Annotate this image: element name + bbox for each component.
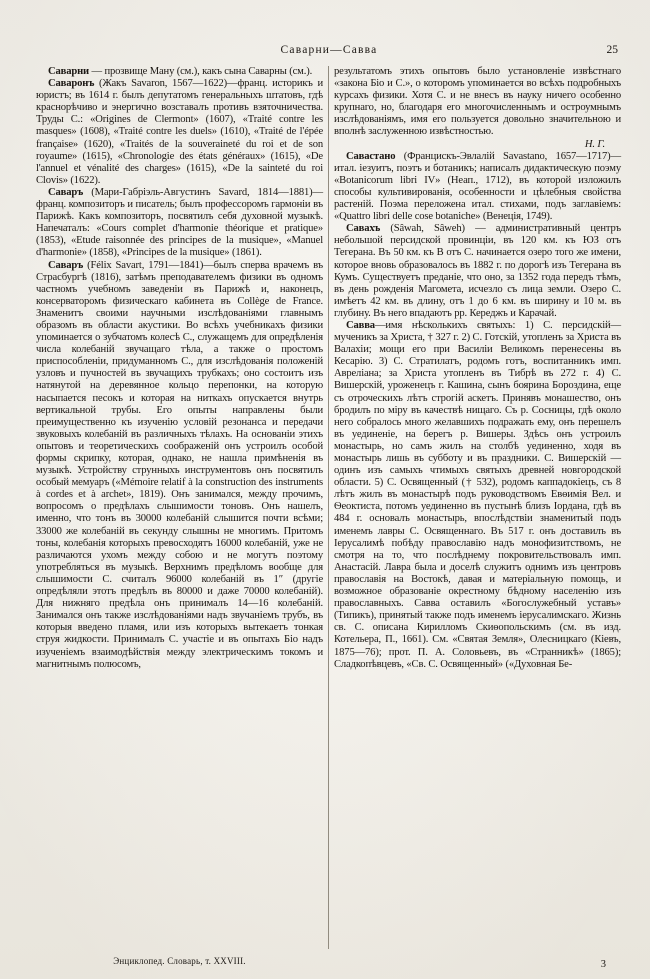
author-signature: Н. Г. (584, 138, 605, 150)
entry-headword: Саваръ (48, 186, 84, 198)
page-header (36, 44, 622, 60)
entry-text: —имя нѣсколькихъ святыхъ: 1) С. персидскій—мученикъ за Христа, † 327 г. 2) С. Готскій, утопленъ за Христа въ Валахіи; мощи его при Василіи Великомъ перенесены въ Кесарію. 3) С. Стратилатъ, родомъ готъ, воспитанникъ имп. Авреліана; за Христа утопленъ въ Тибрѣ въ 272 г. 4) С. Вишерскій, уроженецъ г. Кашина, сынъ боярина Бороздина, еще съ отроческихъ лѣтъ строгій аскетъ. Принявъ монашество, онъ бродилъ по міру въ качествѣ нищаго. Съ р. Сосницы, гдѣ около него собралось много желавшихъ подражать ему, онъ перешелъ въ уединеніе, на берегъ р. Вишеры. Здѣсь онъ устроилъ монастырь, но самъ жилъ на столбѣ уединенно, ходя въ монастырь лишь въ субботу и въ праздники. С. Вишерскій — одинъ изъ самыхъ чтимыхъ святыхъ древней новгородской области. 5) С. Освященный († 532), родомъ каппадокіецъ, съ 8 лѣтъ жилъ въ монастырѣ подъ руководствомъ Евѳимія Вел. и Ѳеоктиста, потомъ уединенно въ пустынѣ близъ Іордана, гдѣ въ 484 г. основалъ монастырь, впослѣдствіи знаменитый подъ именемъ лавры С. Освященнаго. Въ 517 г. онъ доставилъ въ Іерусалимѣ побѣду православію надъ монофизитствомъ, не смотря на то, что послѣднему покровительствовалъ имп. Анастасій. Лавра была и доселѣ служитъ однимъ изъ центровъ православія на Востокѣ, давая и матеріальную помощь, и возможное образованіе окрестному бѣдному населенію изъ православныхъ. Савва оставилъ «Богослужебный уставъ» (Типикъ), принятый также подъ именемъ іерусалимскаго. Жизнь св. С. описана Кирилломъ Скиѳопольскимъ (см. въ изд. Котельера, П., 1661). См. «Святая Земля», Олесницкаго (Кіевъ, 1875—76); прот. П. А. Соловьевъ, въ «Странникѣ» (1865); Сладкопѣвцевъ, «Св. С. Освященный» («Духовная Бе- (334, 319, 621, 670)
entry-text: (Мари-Габріэль-Августинъ Savard, 1814—1881)—франц. композиторъ и писатель; былъ профессоромъ гармоніи въ Парижѣ. Какъ композиторъ, посвятилъ себя духовной музыкѣ. Напечаталъ: «Cours complet d'harmonie théorique et pratique» (1853), «Etude raisonnée des principes de la musique», «Manuel d'harmonie» (1858), «Principes de la musique» (1861). (36, 186, 323, 259)
entry-headword: Саварни (48, 66, 90, 77)
entry-savah (334, 223, 621, 320)
right-column (334, 66, 621, 949)
running-title: Саварни—Савва (280, 44, 378, 56)
entry-text: — прозвище Ману (см.), какъ сына Саварны (см.). (89, 66, 313, 77)
page-number: 25 (606, 44, 618, 56)
entry-savarni (36, 66, 323, 78)
volume-imprint: Энциклопед. Словарь, т. XXVIII. (113, 956, 246, 966)
entry-savaron (36, 78, 323, 187)
entry-text: результатомъ этихъ опытовъ было установленіе извѣстнаго «закона Біо и С.», о которомъ упоминается во всѣхъ подробныхъ курсахъ физики. Хотя С. и не внесъ въ науку ничего особенно крупнаго, но, благодаря его многочисленнымъ и остроумнымъ изслѣдованіямъ, имя его пользуется довольно значительною и вполнѣ заслуженною извѣстностью. (334, 66, 621, 138)
entry-headword: Савва (346, 319, 375, 331)
column-divider (328, 66, 329, 949)
entry-headword: Саваръ (48, 259, 84, 271)
entry-text: (Félix Savart, 1791—1841)—былъ сперва врачемъ въ Страсбургѣ (1816), затѣмъ преподавателемъ физики въ одномъ частномъ учебномъ заведеніи въ Парижѣ и, наконецъ, консерваторомъ физическаго кабинета въ Collège de France. Знаменитъ своими научными изслѣдованіями главнымъ образомъ въ области акустики. Во всѣхъ учебникахъ физики упоминается о зубчатомъ колесѣ С., служащемъ для опредѣленія числа колебаній звучащаго тѣла, а также о простомъ приспособленіи, придуманномъ С., для изслѣдованія положеній узловъ и пучностей въ звучащихъ трубкахъ; оно состоитъ изъ натянутой на деревянное кольцо перепонки, на которую насыпается песокъ и которая на ниткахъ опускается внутрь вертикальной трубы. Его опыты направлены были преимущественно къ изученію условій резонанса и передачи звуковыхъ колебаній въ различныхъ тѣлахъ. На основаніи этихъ опытовъ и теоретическихъ соображеній онъ устроилъ особой формы скрипку, которая, однако, не нашла примѣненія въ музыкѣ. Устройству струнныхъ инструментовъ онъ посвятилъ особый мемуаръ («Mémoire relatif à la construction des instruments à cordes et à archet», 1819). Онъ занимался, между прочимъ, вопросомъ о предѣлахъ слышимости тоновъ. Онъ нашелъ, именно, что тонъ въ 30000 колебаній слышится почти всѣми; 33000 же колебаній въ секунду слышны не многимъ. Притомъ тоны, колебанія которыхъ превосходятъ 16000 колебаній, уже не различаются ухомъ между собою и не могутъ поэтому употребляться въ музыкѣ. Верхнимъ предѣломъ вообще для слышимости С. считалъ 96000 колебаній въ 1″ (другіе опредѣляли этотъ предѣлъ въ 80000 и даже 70000 колебаній). Для нижняго предѣла онъ принималъ 14—16 колебаній. Занимался онъ также изслѣдованіями надъ звучаніемъ трубъ, въ которыя введено пламя, или изъ которыхъ вытекаетъ тонкая струя жидкости. Принималъ С. участіе и въ опытахъ Біо надъ изученіемъ взаимодѣйствія между электрическимъ токомъ и магнитнымъ полюсомъ, (36, 259, 323, 670)
entry-headword: Савастано (346, 150, 396, 162)
entry-headword: Савахъ (346, 223, 381, 235)
entry-headword: Саваронъ (48, 78, 95, 90)
entry-savastano (334, 151, 621, 224)
entry-text: (Францискъ-Эвлалій Savastano, 1657—1717)—итал. іезуитъ, поэтъ и ботаникъ; написалъ дидактическую поэму «Botanicorum libri IV» (Неап., 1712), въ которой изложилъ способы культивированія, особенности и цѣлебныя свойства растеній. Поэма переложена итал. стихами, подъ заглавіемъ: «Quattro libri delle cose botaniche» (Венеція, 1749). (334, 150, 621, 223)
entry-savard (36, 187, 323, 260)
page-body (36, 66, 622, 949)
entry-savart (36, 260, 323, 671)
left-column (36, 66, 323, 949)
printer-sheet-number: 3 (600, 959, 606, 970)
entry-savart-continuation (334, 66, 621, 139)
entry-text: (Жакъ Savaron, 1567—1622)—франц. историкъ и юристъ; въ 1614 г. былъ депутатомъ генеральныхъ штатовъ, гдѣ краснорѣчиво и энергично возставалъ противъ взяточничества. Труды С.: «Origines de Clermont» (1607), «Traité contre les masques» (1608), «Traité contre les duels» (1610), «Traité de l'épée française» (1620), «Traités de la souveraineté du roi et de son royaume» (1615), «Chronologie des états généraux» (1615), «De l'annuel et vénalité des charges» (1615), «De la sainteté du roi Clovis» (1622). (36, 78, 323, 186)
entry-savva (334, 320, 621, 671)
entry-text: (Sâwah, Sâweh) — административный центръ небольшой персидской провинціи, въ 120 км. къ ЮЗ отъ Тегерана. Въ 50 км. къ В отъ С. начинается озеро того же имени, которое вновь образовалось въ 1882 г. по дорогѣ изъ Тегерана въ Кумъ. Существуетъ преданіе, что оно, за 1352 года передъ тѣмъ, въ день рожденія Магомета, исчезло съ лица земли. Озеро С. имѣетъ 42 км. въ длину, отъ 1 до 6 км. въ ширину и 10 м. въ глубину. Въ него впадаютъ рр. Кереджъ и Карачай. (334, 223, 621, 319)
